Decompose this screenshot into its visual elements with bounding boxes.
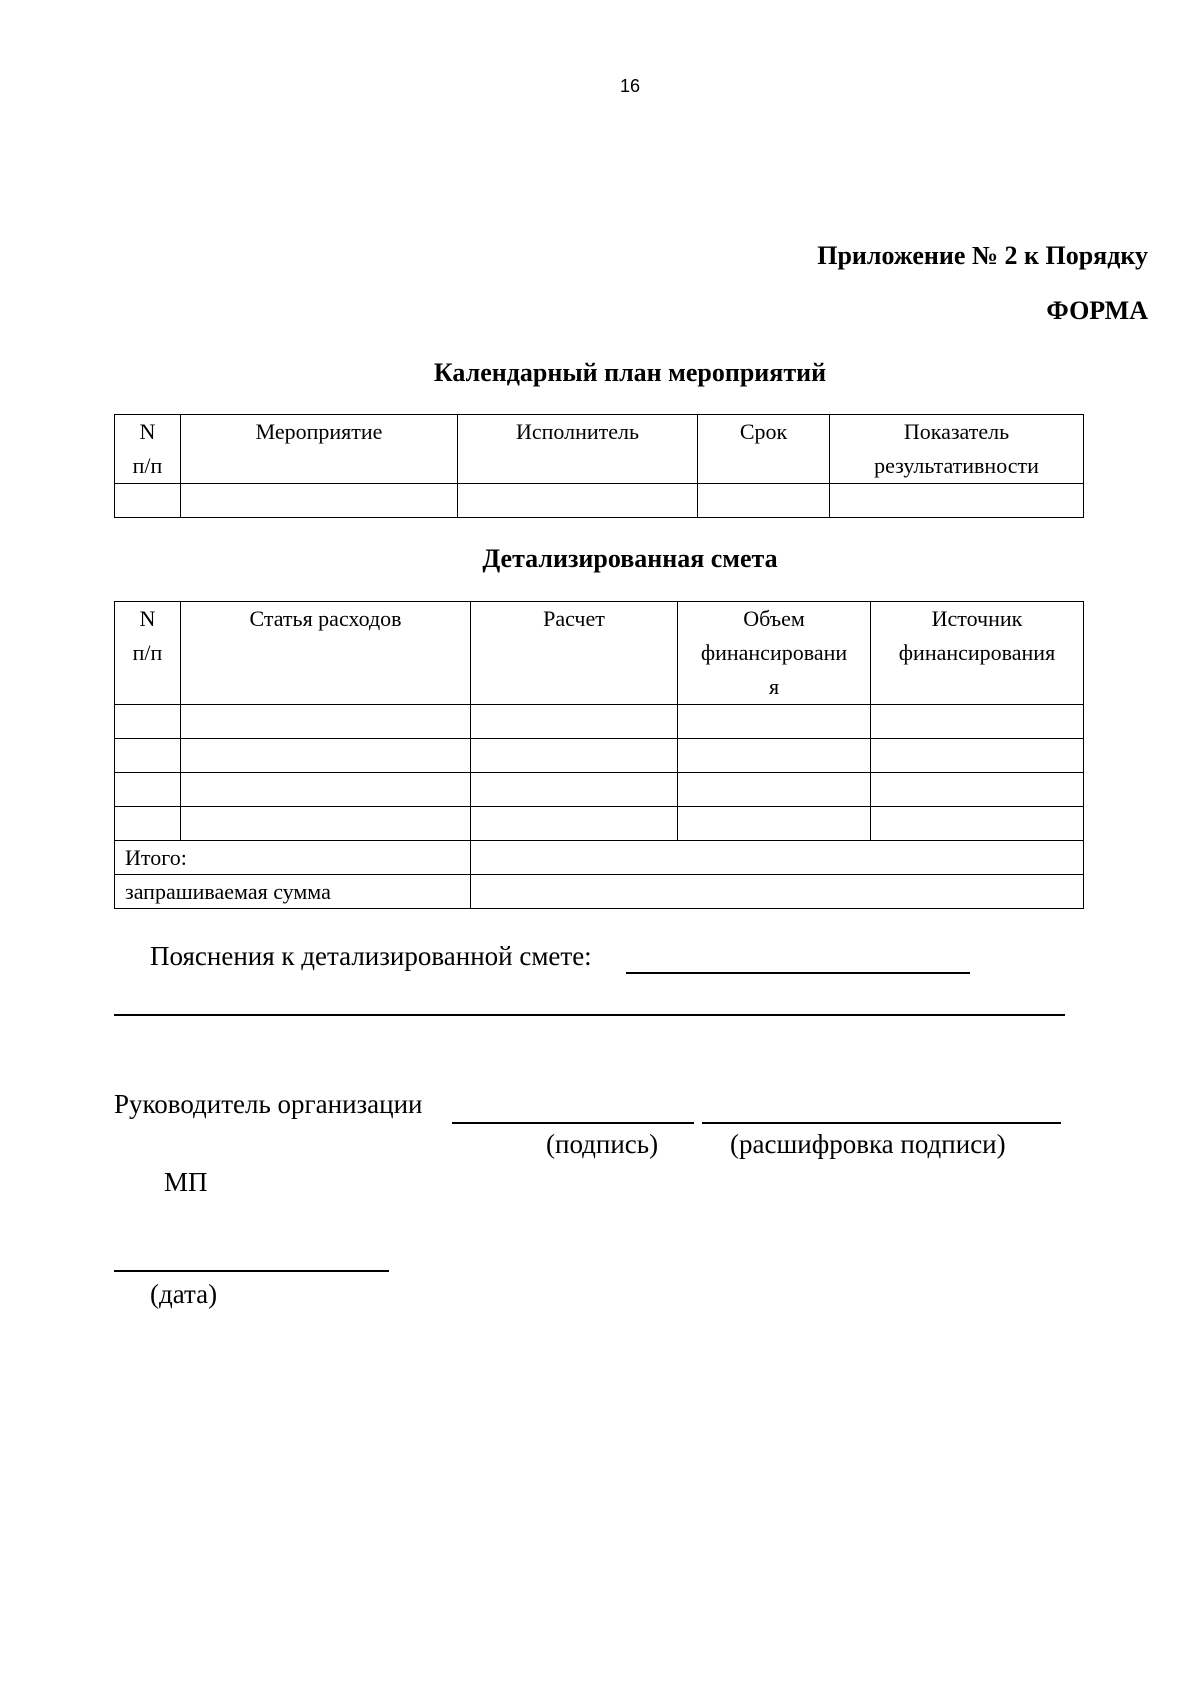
table-row [115,484,1084,518]
column-header-expense-item: Статья расходов [181,602,471,705]
table-cell[interactable] [830,484,1084,518]
column-header-event: Мероприятие [181,415,458,484]
table-row [115,807,1084,841]
table-cell[interactable] [115,807,181,841]
table-row [115,739,1084,773]
signature-caption: (подпись) [546,1129,659,1159]
table-row [115,705,1084,739]
table-header-row [115,415,1084,484]
table-cell[interactable] [181,773,471,807]
table-cell[interactable] [871,807,1084,841]
table-cell[interactable] [458,484,698,518]
column-header-calculation: Расчет [471,602,678,705]
table-cell[interactable] [181,739,471,773]
date-fill-line[interactable] [114,1270,389,1272]
requested-sum-label: запрашиваемая сумма [115,875,471,909]
column-header-number: N п/п [115,602,181,705]
table-row [115,773,1084,807]
table-cell[interactable] [678,739,871,773]
plan-heading: Календарный план мероприятий [433,358,827,387]
column-header-funding-volume: Объем финансировани я [678,602,871,705]
table-cell[interactable] [471,807,678,841]
detailed-estimate-table [114,601,1084,909]
table-cell[interactable] [115,739,181,773]
appendix-title: Приложение № 2 к Порядку [817,241,1148,270]
column-header-executor: Исполнитель [458,415,698,484]
table-cell[interactable] [678,773,871,807]
table-cell[interactable] [471,739,678,773]
page-number: 16 [619,76,641,96]
total-label: Итого: [115,841,471,875]
column-header-indicator: Показатель результативности [830,415,1084,484]
column-header-deadline: Срок [698,415,830,484]
table-cell[interactable] [871,773,1084,807]
table-cell[interactable] [181,807,471,841]
table-cell[interactable] [471,773,678,807]
signature-decryption-caption: (расшифровка подписи) [730,1129,1006,1159]
table-cell[interactable] [871,705,1084,739]
signature-fill-line[interactable] [452,1122,694,1124]
date-caption: (дата) [150,1279,218,1309]
explanation-fill-line[interactable] [626,972,970,974]
table-cell[interactable] [678,807,871,841]
table-cell[interactable] [115,773,181,807]
table-cell[interactable] [698,484,830,518]
signature-decryption-fill-line[interactable] [702,1122,1061,1124]
requested-sum-row [115,875,1084,909]
column-header-number: N п/п [115,415,181,484]
table-cell[interactable] [678,705,871,739]
form-label: ФОРМА [1046,296,1148,325]
table-cell[interactable] [181,705,471,739]
requested-sum-value-cell[interactable] [471,875,1084,909]
total-value-cell[interactable] [471,841,1084,875]
table-header-row [115,602,1084,705]
table-cell[interactable] [471,705,678,739]
stamp-label: МП [164,1167,208,1197]
explanation-fill-line[interactable] [114,1014,1065,1016]
table-cell[interactable] [115,484,181,518]
organization-head-label: Руководитель организации [114,1089,423,1119]
estimate-heading: Детализированная смета [482,544,778,573]
table-cell[interactable] [115,705,181,739]
estimate-explanation-label: Пояснения к детализированной смете: [150,941,592,971]
table-cell[interactable] [871,739,1084,773]
table-cell[interactable] [181,484,458,518]
total-row [115,841,1084,875]
calendar-plan-table [114,414,1084,518]
column-header-funding-source: Источник финансирования [871,602,1084,705]
